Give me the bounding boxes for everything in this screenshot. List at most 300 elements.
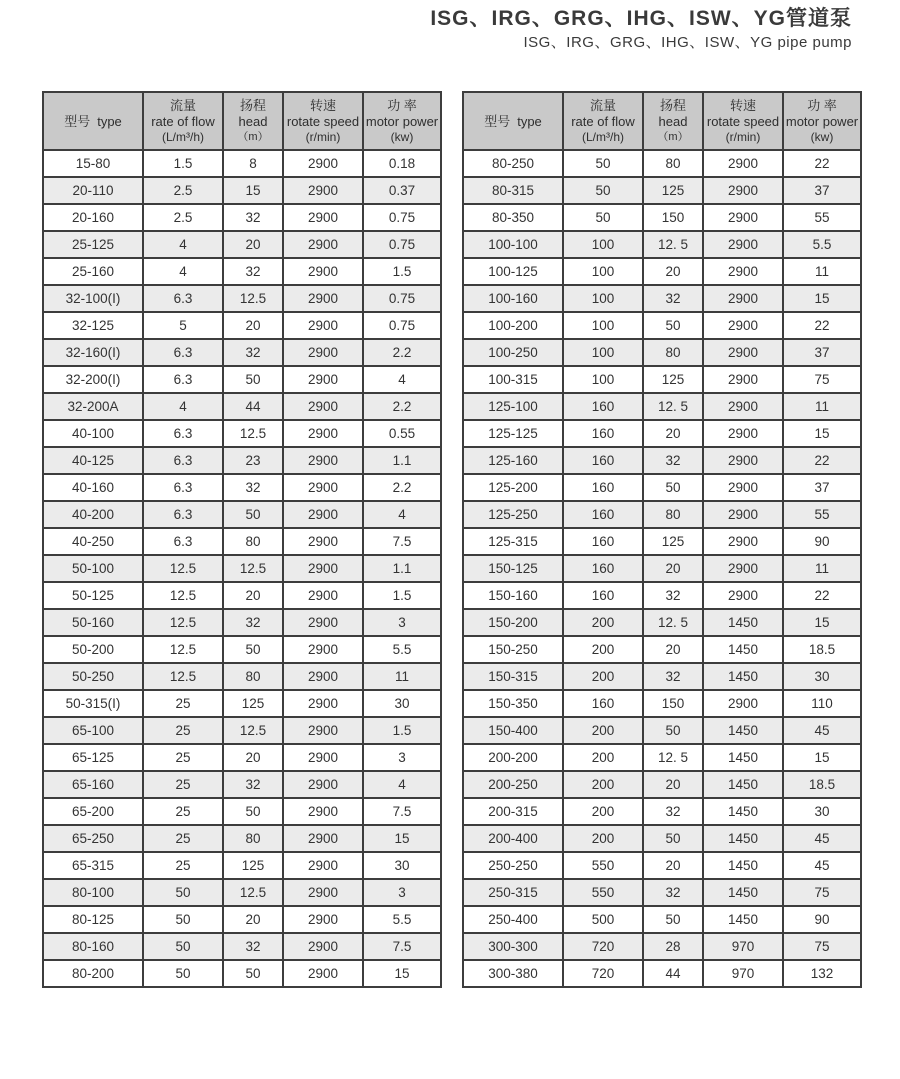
- table-row: [43, 960, 441, 987]
- table-row: [43, 285, 441, 312]
- table-row: [43, 258, 441, 285]
- cell-head: 44: [223, 393, 283, 420]
- table-row: [43, 231, 441, 258]
- col-header-speed-en: rotate speed: [706, 113, 780, 129]
- cell-flow: 4: [143, 231, 223, 258]
- cell-flow: 160: [563, 501, 643, 528]
- cell-speed: 2900: [283, 798, 363, 825]
- col-header-flow: [143, 92, 223, 150]
- col-header-speed-unit: (r/min): [725, 129, 761, 144]
- col-header-speed-zh: 转速: [729, 97, 756, 113]
- cell-flow: 50: [563, 204, 643, 231]
- col-header-speed-unit: (r/min): [305, 129, 341, 144]
- cell-speed: 1450: [703, 879, 783, 906]
- cell-head: 20: [643, 636, 703, 663]
- cell-speed: 2900: [283, 609, 363, 636]
- cell-speed: 2900: [283, 420, 363, 447]
- col-header-power-unit: (kw): [810, 129, 834, 144]
- table-row: [463, 285, 861, 312]
- cell-flow: 100: [563, 366, 643, 393]
- cell-speed: 2900: [283, 825, 363, 852]
- cell-speed: 2900: [283, 717, 363, 744]
- cell-type: 150-350: [463, 690, 563, 717]
- cell-power: 7.5: [363, 528, 441, 555]
- cell-head: 12.5: [223, 285, 283, 312]
- cell-head: 50: [643, 312, 703, 339]
- cell-type: 150-250: [463, 636, 563, 663]
- cell-flow: 50: [563, 177, 643, 204]
- cell-power: 30: [363, 690, 441, 717]
- cell-type: 100-315: [463, 366, 563, 393]
- table-row: [463, 933, 861, 960]
- cell-head: 125: [643, 177, 703, 204]
- cell-flow: 200: [563, 636, 643, 663]
- table-row: [43, 879, 441, 906]
- cell-power: 22: [783, 150, 861, 177]
- cell-flow: 50: [563, 150, 643, 177]
- cell-head: 80: [643, 150, 703, 177]
- cell-head: 50: [643, 906, 703, 933]
- cell-flow: 50: [143, 933, 223, 960]
- cell-flow: 50: [143, 906, 223, 933]
- cell-type: 50-315(I): [43, 690, 143, 717]
- col-header-head: [223, 92, 283, 150]
- pump-table-right: [462, 91, 862, 988]
- cell-flow: 160: [563, 447, 643, 474]
- cell-speed: 2900: [283, 960, 363, 987]
- cell-flow: 200: [563, 663, 643, 690]
- table-row: [463, 150, 861, 177]
- cell-type: 250-250: [463, 852, 563, 879]
- cell-flow: 6.3: [143, 420, 223, 447]
- cell-flow: 100: [563, 339, 643, 366]
- table-row: [43, 636, 441, 663]
- table-row: [463, 447, 861, 474]
- cell-type: 125-160: [463, 447, 563, 474]
- cell-power: 30: [783, 663, 861, 690]
- cell-head: 150: [643, 204, 703, 231]
- cell-type: 50-250: [43, 663, 143, 690]
- cell-type: 80-125: [43, 906, 143, 933]
- cell-type: 65-125: [43, 744, 143, 771]
- cell-power: 15: [783, 609, 861, 636]
- col-header-type: [43, 92, 143, 150]
- cell-flow: 200: [563, 798, 643, 825]
- table-body-left: [43, 150, 441, 987]
- cell-head: 50: [643, 717, 703, 744]
- col-header-head-unit: （m）: [657, 130, 689, 143]
- cell-flow: 6.3: [143, 285, 223, 312]
- table-row: [463, 636, 861, 663]
- cell-power: 0.75: [363, 312, 441, 339]
- table-row: [463, 582, 861, 609]
- cell-power: 75: [783, 933, 861, 960]
- title-block: [0, 0, 900, 53]
- cell-power: 0.75: [363, 285, 441, 312]
- cell-power: 75: [783, 366, 861, 393]
- cell-type: 150-200: [463, 609, 563, 636]
- cell-head: 12. 5: [643, 231, 703, 258]
- col-header-flow: [563, 92, 643, 150]
- cell-head: 20: [223, 312, 283, 339]
- col-header-speed: [703, 92, 783, 150]
- cell-head: 12. 5: [643, 393, 703, 420]
- cell-flow: 200: [563, 717, 643, 744]
- cell-flow: 50: [143, 879, 223, 906]
- col-header-flow-zh: 流量: [589, 97, 616, 113]
- cell-speed: 1450: [703, 906, 783, 933]
- cell-type: 250-400: [463, 906, 563, 933]
- cell-flow: 2.5: [143, 177, 223, 204]
- col-header-type-zh: 型号: [484, 113, 511, 129]
- cell-speed: 2900: [283, 528, 363, 555]
- col-header-power-zh: 功 率: [807, 97, 837, 113]
- cell-speed: 2900: [283, 312, 363, 339]
- col-header-flow-unit: (L/m³/h): [162, 129, 204, 144]
- cell-power: 55: [783, 501, 861, 528]
- pump-table-left: [42, 91, 442, 988]
- cell-speed: 2900: [703, 420, 783, 447]
- cell-flow: 12.5: [143, 582, 223, 609]
- cell-flow: 550: [563, 879, 643, 906]
- table-row: [463, 393, 861, 420]
- cell-speed: 2900: [283, 555, 363, 582]
- cell-head: 20: [643, 555, 703, 582]
- cell-speed: 1450: [703, 771, 783, 798]
- cell-type: 80-100: [43, 879, 143, 906]
- cell-speed: 2900: [703, 150, 783, 177]
- col-header-flow-zh: 流量: [169, 97, 196, 113]
- col-header-power-zh: 功 率: [387, 97, 417, 113]
- cell-type: 20-110: [43, 177, 143, 204]
- col-header-flow-unit: (L/m³/h): [582, 129, 624, 144]
- cell-type: 65-250: [43, 825, 143, 852]
- col-header-power-unit: (kw): [390, 129, 414, 144]
- cell-head: 12.5: [223, 420, 283, 447]
- cell-head: 12. 5: [643, 744, 703, 771]
- cell-speed: 2900: [703, 204, 783, 231]
- cell-head: 32: [223, 258, 283, 285]
- cell-head: 125: [223, 852, 283, 879]
- cell-flow: 25: [143, 798, 223, 825]
- cell-type: 50-160: [43, 609, 143, 636]
- cell-head: 125: [643, 366, 703, 393]
- table-row: [463, 852, 861, 879]
- cell-type: 150-160: [463, 582, 563, 609]
- cell-type: 80-200: [43, 960, 143, 987]
- cell-power: 7.5: [363, 798, 441, 825]
- cell-flow: 160: [563, 690, 643, 717]
- cell-power: 15: [783, 420, 861, 447]
- cell-head: 50: [223, 798, 283, 825]
- cell-flow: 200: [563, 825, 643, 852]
- col-header-speed: [283, 92, 363, 150]
- cell-power: 45: [783, 825, 861, 852]
- cell-speed: 2900: [703, 528, 783, 555]
- cell-head: 50: [223, 960, 283, 987]
- cell-power: 11: [363, 663, 441, 690]
- cell-head: 32: [223, 609, 283, 636]
- tables-container: [0, 53, 900, 988]
- cell-head: 125: [643, 528, 703, 555]
- cell-power: 1.5: [363, 258, 441, 285]
- cell-power: 5.5: [783, 231, 861, 258]
- table-row: [463, 555, 861, 582]
- cell-speed: 2900: [703, 339, 783, 366]
- table-row: [43, 852, 441, 879]
- cell-flow: 12.5: [143, 555, 223, 582]
- cell-speed: 2900: [283, 582, 363, 609]
- table-row: [43, 393, 441, 420]
- cell-speed: 2900: [283, 906, 363, 933]
- cell-speed: 2900: [283, 393, 363, 420]
- page-title: ISG、IRG、GRG、IHG、ISW、YG管道泵: [430, 7, 852, 30]
- cell-type: 40-200: [43, 501, 143, 528]
- cell-power: 90: [783, 528, 861, 555]
- cell-speed: 2900: [283, 744, 363, 771]
- cell-speed: 2900: [703, 285, 783, 312]
- cell-flow: 100: [563, 258, 643, 285]
- cell-head: 20: [643, 771, 703, 798]
- cell-head: 32: [643, 285, 703, 312]
- cell-flow: 25: [143, 852, 223, 879]
- cell-type: 250-315: [463, 879, 563, 906]
- cell-power: 3: [363, 744, 441, 771]
- table-row: [43, 582, 441, 609]
- cell-speed: 2900: [703, 501, 783, 528]
- cell-type: 125-315: [463, 528, 563, 555]
- cell-head: 150: [643, 690, 703, 717]
- cell-type: 300-380: [463, 960, 563, 987]
- cell-speed: 970: [703, 933, 783, 960]
- table-row: [43, 906, 441, 933]
- cell-flow: 200: [563, 609, 643, 636]
- cell-type: 32-125: [43, 312, 143, 339]
- cell-speed: 1450: [703, 663, 783, 690]
- table-row: [43, 825, 441, 852]
- cell-power: 5.5: [363, 636, 441, 663]
- cell-flow: 6.3: [143, 501, 223, 528]
- cell-power: 55: [783, 204, 861, 231]
- cell-power: 45: [783, 717, 861, 744]
- cell-type: 50-125: [43, 582, 143, 609]
- cell-power: 15: [783, 744, 861, 771]
- cell-power: 1.1: [363, 447, 441, 474]
- cell-flow: 2.5: [143, 204, 223, 231]
- col-header-head-unit: （m）: [237, 130, 269, 143]
- cell-power: 18.5: [783, 636, 861, 663]
- cell-type: 15-80: [43, 150, 143, 177]
- table-row: [43, 528, 441, 555]
- table-row: [463, 960, 861, 987]
- cell-power: 5.5: [363, 906, 441, 933]
- cell-type: 80-250: [463, 150, 563, 177]
- cell-flow: 25: [143, 690, 223, 717]
- header-row: [43, 92, 441, 150]
- cell-head: 20: [223, 906, 283, 933]
- cell-power: 11: [783, 555, 861, 582]
- table-row: [463, 528, 861, 555]
- col-header-type-zh: 型号: [64, 113, 91, 129]
- cell-type: 80-315: [463, 177, 563, 204]
- table-row: [43, 744, 441, 771]
- cell-power: 11: [783, 258, 861, 285]
- table-row: [463, 744, 861, 771]
- table-row: [43, 177, 441, 204]
- table-row: [463, 609, 861, 636]
- cell-speed: 2900: [283, 933, 363, 960]
- table-row: [463, 690, 861, 717]
- table-row: [43, 933, 441, 960]
- cell-speed: 1450: [703, 609, 783, 636]
- cell-type: 32-200(I): [43, 366, 143, 393]
- cell-type: 32-200A: [43, 393, 143, 420]
- table-row: [43, 204, 441, 231]
- cell-power: 22: [783, 312, 861, 339]
- cell-speed: 2900: [703, 231, 783, 258]
- cell-flow: 4: [143, 393, 223, 420]
- cell-speed: 2900: [283, 852, 363, 879]
- cell-head: 32: [643, 798, 703, 825]
- cell-head: 32: [643, 879, 703, 906]
- cell-speed: 2900: [703, 690, 783, 717]
- cell-flow: 160: [563, 582, 643, 609]
- cell-head: 32: [643, 582, 703, 609]
- cell-speed: 970: [703, 960, 783, 987]
- cell-head: 15: [223, 177, 283, 204]
- cell-speed: 2900: [283, 879, 363, 906]
- cell-speed: 2900: [703, 474, 783, 501]
- cell-flow: 720: [563, 960, 643, 987]
- cell-speed: 2900: [283, 285, 363, 312]
- cell-flow: 100: [563, 285, 643, 312]
- cell-power: 30: [783, 798, 861, 825]
- cell-speed: 2900: [283, 150, 363, 177]
- cell-flow: 500: [563, 906, 643, 933]
- table-row: [43, 771, 441, 798]
- cell-head: 20: [223, 744, 283, 771]
- table-row: [43, 312, 441, 339]
- cell-head: 32: [223, 339, 283, 366]
- cell-type: 100-200: [463, 312, 563, 339]
- cell-head: 32: [643, 663, 703, 690]
- cell-flow: 160: [563, 420, 643, 447]
- cell-speed: 1450: [703, 798, 783, 825]
- cell-flow: 50: [143, 960, 223, 987]
- cell-power: 0.75: [363, 231, 441, 258]
- cell-power: 15: [363, 825, 441, 852]
- cell-type: 125-125: [463, 420, 563, 447]
- cell-head: 125: [223, 690, 283, 717]
- cell-flow: 25: [143, 744, 223, 771]
- table-row: [463, 420, 861, 447]
- cell-power: 37: [783, 177, 861, 204]
- cell-type: 25-125: [43, 231, 143, 258]
- cell-speed: 2900: [283, 258, 363, 285]
- cell-head: 50: [643, 825, 703, 852]
- cell-speed: 1450: [703, 717, 783, 744]
- cell-speed: 2900: [703, 555, 783, 582]
- cell-power: 0.37: [363, 177, 441, 204]
- table-row: [43, 609, 441, 636]
- cell-speed: 2900: [283, 474, 363, 501]
- cell-head: 80: [643, 339, 703, 366]
- cell-flow: 12.5: [143, 663, 223, 690]
- cell-power: 1.5: [363, 717, 441, 744]
- cell-power: 0.18: [363, 150, 441, 177]
- table-row: [463, 177, 861, 204]
- page-subtitle: ISG、IRG、GRG、IHG、ISW、YG pipe pump: [523, 34, 852, 51]
- cell-type: 200-250: [463, 771, 563, 798]
- cell-flow: 160: [563, 528, 643, 555]
- cell-power: 37: [783, 339, 861, 366]
- cell-power: 22: [783, 447, 861, 474]
- cell-flow: 6.3: [143, 474, 223, 501]
- cell-power: 3: [363, 609, 441, 636]
- cell-speed: 2900: [283, 204, 363, 231]
- cell-flow: 1.5: [143, 150, 223, 177]
- cell-type: 100-250: [463, 339, 563, 366]
- table-row: [43, 339, 441, 366]
- cell-power: 15: [363, 960, 441, 987]
- col-header-head-zh: 扬程: [239, 97, 266, 113]
- col-header-type: [463, 92, 563, 150]
- cell-power: 2.2: [363, 339, 441, 366]
- col-header-head-zh: 扬程: [659, 97, 686, 113]
- table-header-right: [463, 92, 861, 150]
- cell-type: 125-100: [463, 393, 563, 420]
- cell-speed: 2900: [703, 393, 783, 420]
- cell-head: 12.5: [223, 717, 283, 744]
- cell-type: 40-125: [43, 447, 143, 474]
- cell-type: 32-100(I): [43, 285, 143, 312]
- cell-flow: 200: [563, 771, 643, 798]
- cell-flow: 4: [143, 258, 223, 285]
- cell-type: 150-400: [463, 717, 563, 744]
- cell-head: 50: [223, 636, 283, 663]
- cell-flow: 6.3: [143, 339, 223, 366]
- cell-power: 0.75: [363, 204, 441, 231]
- cell-power: 75: [783, 879, 861, 906]
- table-row: [43, 690, 441, 717]
- cell-type: 50-100: [43, 555, 143, 582]
- table-row: [463, 474, 861, 501]
- cell-head: 20: [643, 258, 703, 285]
- cell-flow: 6.3: [143, 528, 223, 555]
- cell-head: 23: [223, 447, 283, 474]
- cell-type: 150-125: [463, 555, 563, 582]
- cell-head: 12.5: [223, 879, 283, 906]
- cell-flow: 25: [143, 771, 223, 798]
- cell-head: 80: [643, 501, 703, 528]
- cell-speed: 1450: [703, 825, 783, 852]
- col-header-type-en: type: [97, 113, 122, 129]
- table-row: [463, 501, 861, 528]
- col-header-head-en: head: [658, 113, 688, 129]
- cell-flow: 6.3: [143, 447, 223, 474]
- cell-flow: 100: [563, 312, 643, 339]
- cell-speed: 1450: [703, 744, 783, 771]
- cell-head: 12. 5: [643, 609, 703, 636]
- cell-type: 100-125: [463, 258, 563, 285]
- cell-flow: 160: [563, 474, 643, 501]
- cell-head: 32: [643, 447, 703, 474]
- cell-type: 125-250: [463, 501, 563, 528]
- cell-flow: 160: [563, 393, 643, 420]
- header-row: [463, 92, 861, 150]
- cell-power: 4: [363, 366, 441, 393]
- cell-type: 100-100: [463, 231, 563, 258]
